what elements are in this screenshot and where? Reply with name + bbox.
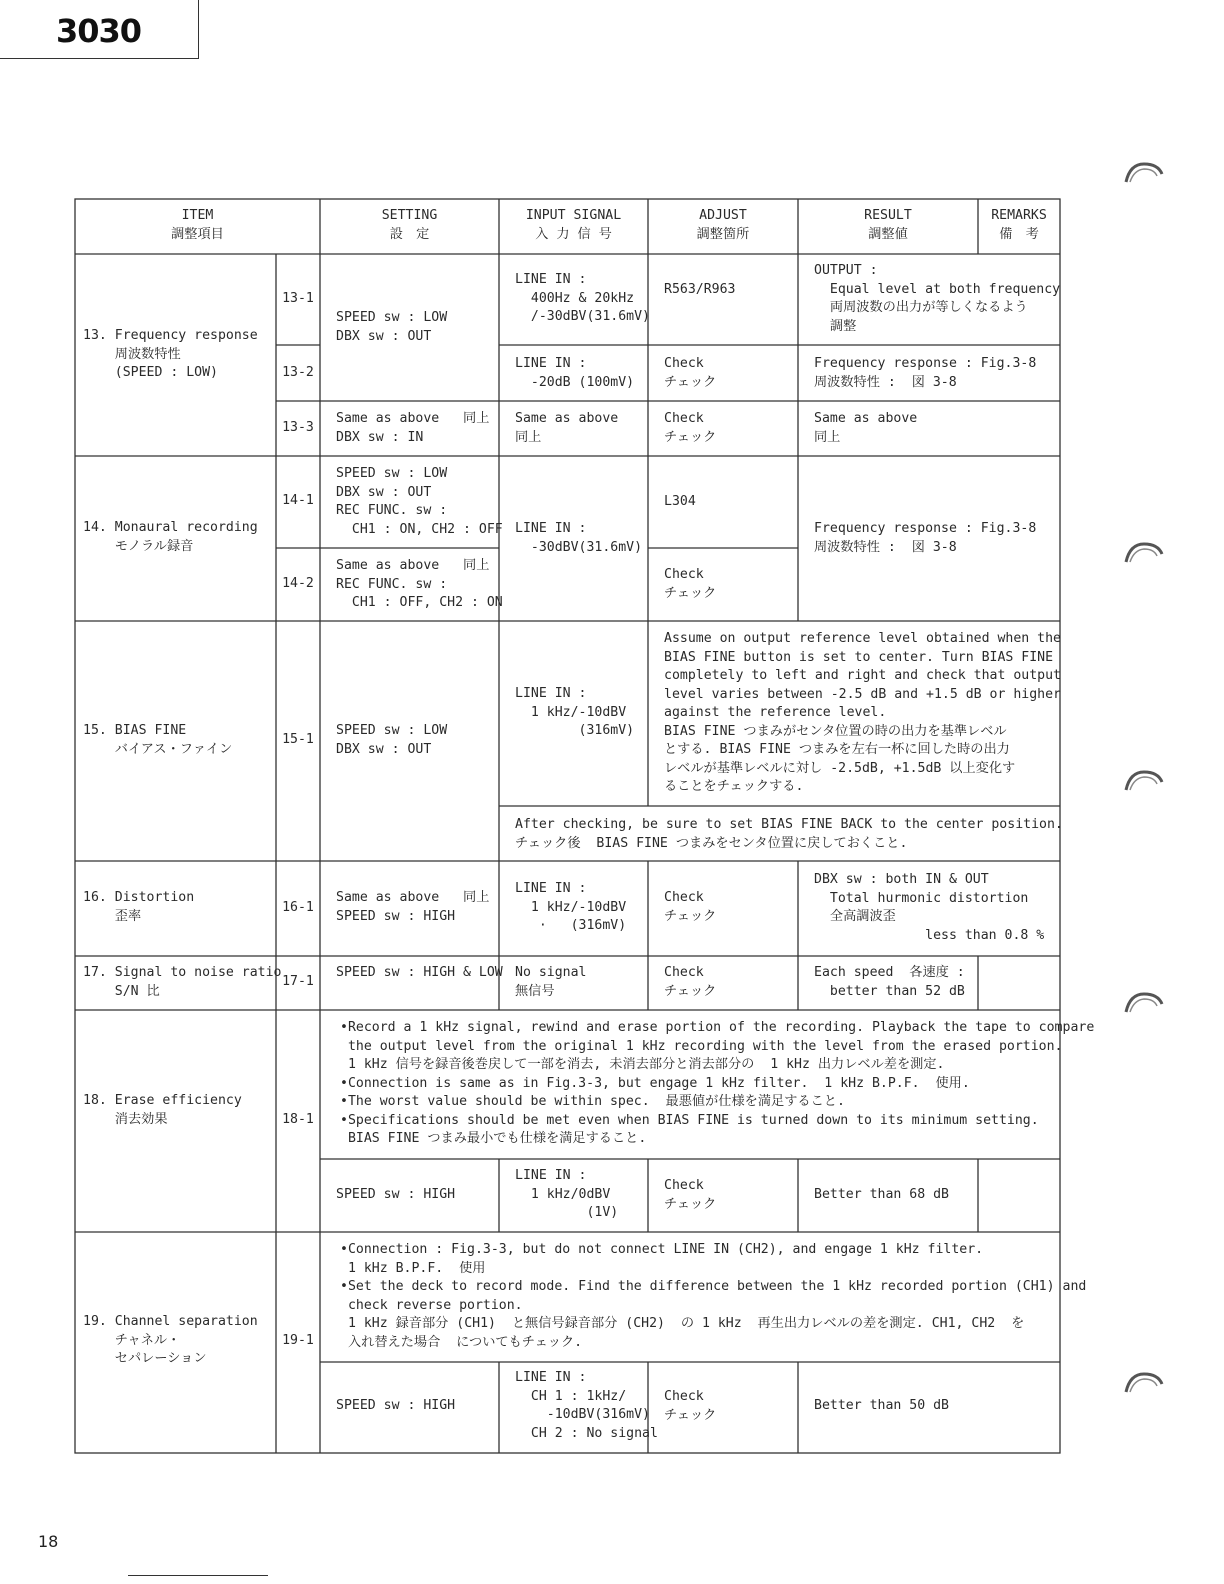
step-19-1: 19-1 bbox=[282, 1333, 314, 1348]
setting-14-2: Same as above 同上 REC FUNC. sw : CH1 : OFF, CH2 : ON bbox=[336, 558, 503, 610]
step-13-2: 13-2 bbox=[282, 365, 314, 380]
input-19: LINE IN : CH 1 : 1kHz/ -10dBV(316mV) CH 2 : No signal bbox=[515, 1370, 658, 1441]
note-15-1: After checking, be sure to set BIAS FINE BACK to the center position. チェック後 BIAS FINE つまみをセンタ位置に戻しておくこと. bbox=[515, 817, 1063, 851]
item-16: 16. Distortion 歪率 bbox=[83, 890, 195, 924]
step-14-2: 14-2 bbox=[282, 576, 314, 591]
item-19: 19. Channel separation チャネル・ セパレーション bbox=[83, 1314, 258, 1366]
step-15-1: 15-1 bbox=[282, 732, 314, 747]
adjust-13-3: Check チェック bbox=[664, 411, 717, 445]
footer-rule bbox=[128, 1575, 268, 1576]
item-15: 15. BIAS FINE バイアス・ファイン bbox=[83, 723, 233, 757]
item-13: 13. Frequency response 周波数特性 (SPEED : LOW) bbox=[83, 328, 258, 380]
header-item: ITEM 調整項目 bbox=[171, 208, 224, 242]
result-13-2: Frequency response : Fig.3-8 周波数特性 : 図 3-8 bbox=[814, 356, 1037, 390]
adjust-16-1: Check チェック bbox=[664, 890, 717, 924]
input-15-1: LINE IN : 1 kHz/-10dBV (316mV) bbox=[515, 686, 635, 738]
adjust-19: Check チェック bbox=[664, 1389, 717, 1423]
step-13-3: 13-3 bbox=[282, 420, 314, 435]
input-17-1: No signal 無信号 bbox=[515, 965, 587, 999]
step-14-1: 14-1 bbox=[282, 493, 314, 508]
setting-18: SPEED sw : HIGH bbox=[336, 1187, 456, 1202]
header-result: RESULT 調整値 bbox=[864, 208, 912, 242]
result-16-1: DBX sw : both IN & OUT Total hurmonic distortion 全高調波歪 less than 0.8 % bbox=[814, 872, 1045, 943]
item-18: 18. Erase efficiency 消去効果 bbox=[83, 1093, 242, 1127]
result-17-1: Each speed 各速度 : better than 52 dB bbox=[814, 965, 965, 999]
adjust-13-2: Check チェック bbox=[664, 356, 717, 390]
setting-16-1: Same as above 同上 SPEED sw : HIGH bbox=[336, 890, 490, 924]
adjust-13-1: R563/R963 bbox=[664, 282, 736, 297]
input-18: LINE IN : 1 kHz/0dBV (1V) bbox=[515, 1168, 619, 1220]
step-18-1: 18-1 bbox=[282, 1112, 314, 1127]
input-13-3: Same as above 同上 bbox=[515, 411, 619, 445]
result-19: Better than 50 dB bbox=[814, 1398, 949, 1413]
header-input-signal: INPUT SIGNAL 入 力 信 号 bbox=[525, 208, 622, 242]
notes-18: •Record a 1 kHz signal, rewind and erase portion of the recording. Playback the tape to compare the output level from the original 1 kHz recording with the level from the erased portion. 1 kHz 信号を録音後巻戻して一部を消去, 未消去部分と消去部分の 1 kHz 出力レベル差を測定. •Connection is same as in Fig.3-3, but engage 1 kHz filter. 1 kHz B.P.F. 使用. •The worst value should be within spec. 最悪値が仕様を満足すること. •Specifications should be met even when BIAS FINE is turned down to its minimum setting. BIAS FINE つまみ最小でも仕様を満足すること. bbox=[340, 1020, 1095, 1146]
setting-13-1-2: SPEED sw : LOW DBX sw : OUT bbox=[336, 310, 448, 344]
setting-14-1: SPEED sw : LOW DBX sw : OUT REC FUNC. sw : CH1 : ON, CH2 : OFF bbox=[336, 466, 503, 537]
page-number: 18 bbox=[38, 1532, 59, 1551]
result-13-3: Same as above 同上 bbox=[814, 411, 918, 445]
adjust-14-2: Check チェック bbox=[664, 567, 717, 601]
result-14: Frequency response : Fig.3-8 周波数特性 : 図 3-8 bbox=[814, 521, 1037, 555]
step-16-1: 16-1 bbox=[282, 900, 314, 915]
item-17: 17. Signal to noise ratio S/N 比 bbox=[83, 965, 282, 999]
step-13-1: 13-1 bbox=[282, 291, 314, 306]
input-13-2: LINE IN : -20dB (100mV) bbox=[515, 356, 635, 390]
notes-19: •Connection : Fig.3-3, but do not connect LINE IN (CH2), and engage 1 kHz filter. 1 kHz B.P.F. 使用 •Set the deck to record mode. Find the difference between the 1 kHz recorded portion (CH1) and check reverse portion. 1 kHz 録音部分 (CH1) と無信号録音部分 (CH2) の 1 kHz 再生出力レベルの差を測定. CH1, CH2 を 入れ替えた場合 についてもチェック. bbox=[340, 1242, 1087, 1350]
header-adjust: ADJUST 調整箇所 bbox=[696, 208, 750, 242]
adjust-14-1: L304 bbox=[664, 494, 696, 509]
adjust-17-1: Check チェック bbox=[664, 965, 717, 999]
item-14: 14. Monaural recording モノラル録音 bbox=[83, 520, 258, 554]
header-remarks: REMARKS 備 考 bbox=[991, 208, 1047, 242]
model-number: 3030 bbox=[56, 12, 142, 50]
input-13-1: LINE IN : 400Hz & 20kHz /-30dBV(31.6mV) bbox=[515, 272, 650, 324]
setting-17-1: SPEED sw : HIGH & LOW bbox=[336, 965, 503, 980]
adjust-18: Check チェック bbox=[664, 1178, 717, 1212]
setting-13-3: Same as above 同上 DBX sw : IN bbox=[336, 411, 490, 445]
header-setting: SETTING 設 定 bbox=[381, 208, 438, 242]
adjust-result-15-1: Assume on output reference level obtained when the BIAS FINE button is set to center. Turn BIAS FINE completely to left and right and check that output level varies between -2.5 dB and +1.5 dB or higher against the reference level. BIAS FINE つまみがセンタ位置の時の出力を基準レベル とする. BIAS FINE つまみを左右一杯に回した時の出力 レベルが基準レベルに対し -2.5dB, +1.5dB 以上変化す ることをチェックする. bbox=[664, 631, 1061, 794]
input-16-1: LINE IN : 1 kHz/-10dBV · (316mV) bbox=[515, 881, 627, 933]
step-17-1: 17-1 bbox=[282, 974, 314, 989]
result-18: Better than 68 dB bbox=[814, 1187, 949, 1202]
setting-19: SPEED sw : HIGH bbox=[336, 1398, 456, 1413]
setting-15-1: SPEED sw : LOW DBX sw : OUT bbox=[336, 723, 448, 757]
input-14: LINE IN : -30dBV(31.6mV) bbox=[515, 521, 643, 555]
result-13-1: OUTPUT : Equal level at both frequency 両周波数の出力が等しくなるよう 調整 bbox=[814, 263, 1061, 334]
